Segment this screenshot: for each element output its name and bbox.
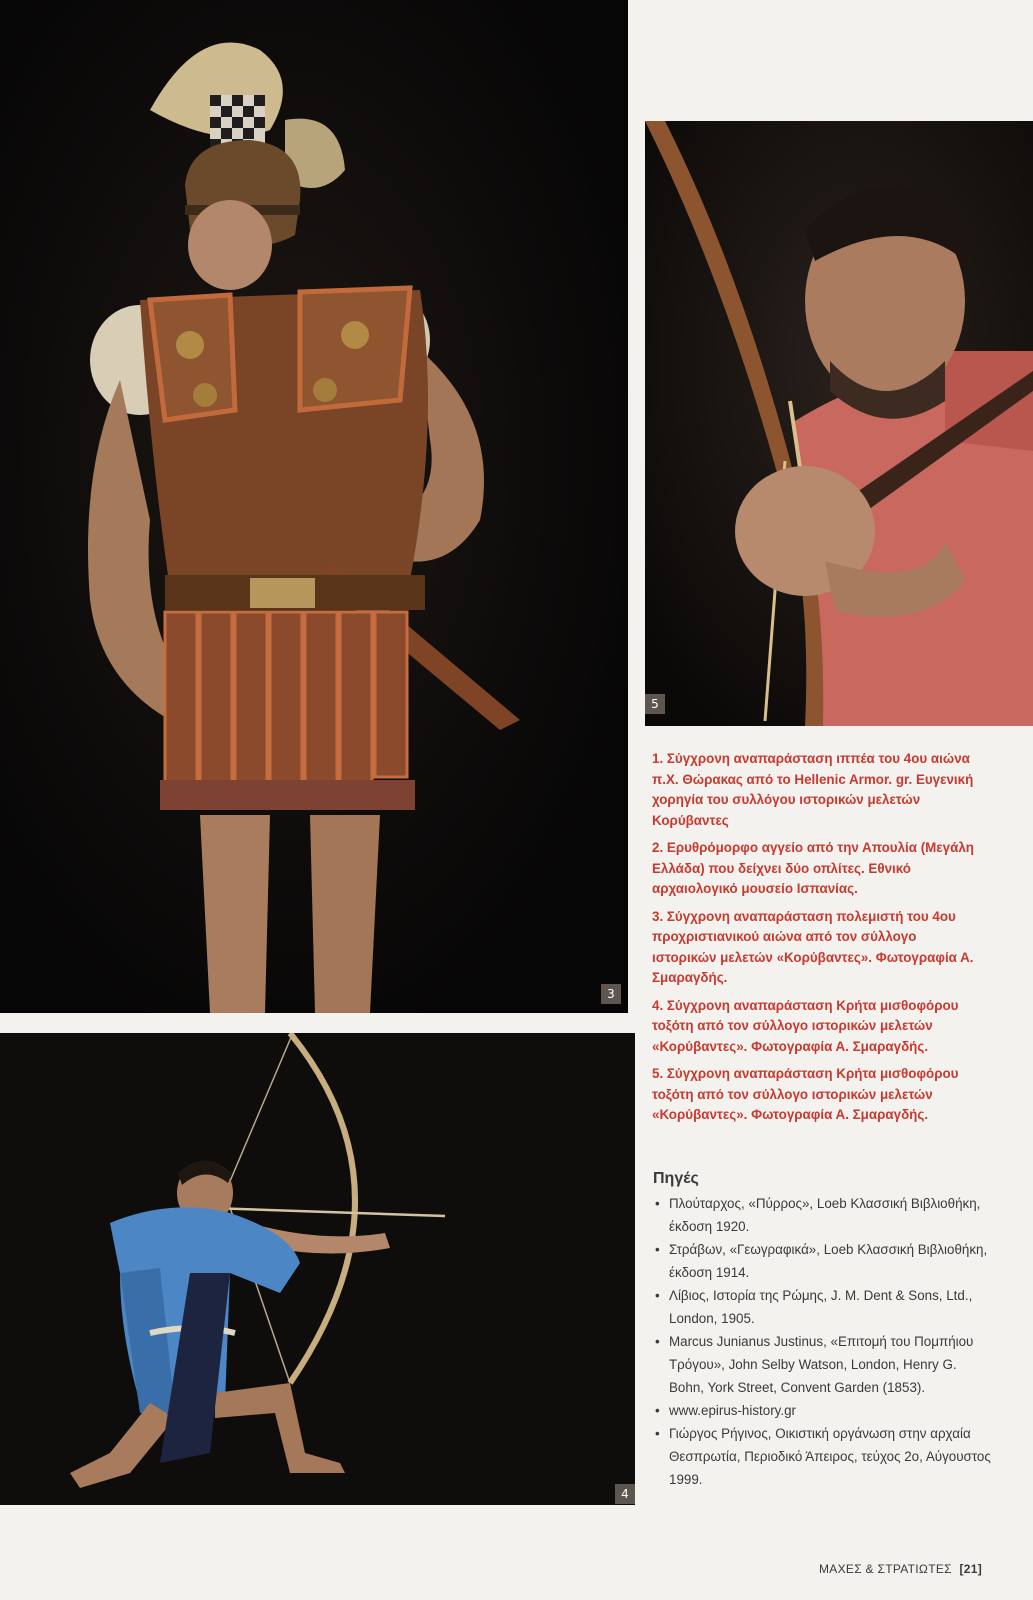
sources-section (653, 1170, 993, 1491)
source-item: • www.epirus-history.gr (653, 1399, 993, 1422)
magazine-name: ΜΑΧΕΣ & ΣΤΡΑΤΙΩΤΕΣ (819, 1562, 952, 1576)
photo-4-kneeling-archer (0, 1033, 635, 1505)
source-item: • Πλούταρχος, «Πύρρος», Loeb Κλασσική Βιβλιοθήκη, έκδοση 1920. (653, 1192, 993, 1238)
page-number: [21] (959, 1562, 983, 1576)
source-item: • Marcus Junianus Justinus, «Επιτομή του Πομπήιου Τρόγου», John Selby Watson, London, Henry G. Bohn, York Street, Convent Garden (1853). (653, 1330, 993, 1399)
source-item: • Λίβιος, Ιστορία της Ρώμης, J. M. Dent & Sons, Ltd., London, 1905. (653, 1284, 993, 1330)
caption-1: 1. Σύγχρονη αναπαράσταση ιππέα του 4ου αιώνα π.Χ. Θώρακας από το Hellenic Armor. gr. Ευγενική χορηγία του συλλόγου ιστορικών μελετών Κορύβαντες (652, 751, 974, 828)
armored-warrior-illustration (0, 0, 628, 1013)
caption-5: 5. Σύγχρονη αναπαράσταση Κρήτα μισθοφόρου τοξότη από τον σύλλογο ιστορικών μελετών «Κορύβαντες». Φωτογραφία Α. Σμαραγδής. (652, 1066, 959, 1122)
kneeling-archer-illustration (0, 1033, 635, 1505)
archer-closeup-illustration (645, 121, 1033, 726)
page-footer (819, 1562, 982, 1576)
sources-list (653, 1192, 993, 1491)
photo-captions (652, 749, 982, 1133)
photo-5-archer-closeup (645, 121, 1033, 726)
source-item: • Γιώργος Ρήγινος, Οικιστική οργάνωση στην αρχαία Θεσπρωτία, Περιοδικό Άπειρος, τεύχος 2ο, Αύγουστος 1999. (653, 1422, 993, 1491)
caption-4: 4. Σύγχρονη αναπαράσταση Κρήτα μισθοφόρου τοξότη από τον σύλλογο ιστορικών μελετών «Κορύβαντες». Φωτογραφία Α. Σμαραγδής. (652, 997, 959, 1054)
caption-2: 2. Ερυθρόμορφο αγγείο από την Απουλία (Μεγάλη Ελλάδα) που δείχνει δύο οπλίτες. Εθνικό αρχαιολογικό μουσείο Ισπανίας. (652, 840, 974, 896)
photo-number-badge: 5 (645, 694, 665, 714)
photo-number-badge: 3 (601, 984, 621, 1004)
source-item: • Στράβων, «Γεωγραφικά», Loeb Κλασσική Βιβλιοθήκη, έκδοση 1914. (653, 1238, 993, 1284)
photo-number-badge: 4 (615, 1484, 635, 1504)
sources-heading: Πηγές (653, 1170, 699, 1187)
caption-3: 3. Σύγχρονη αναπαράσταση πολεμιστή του 4ου προχριστιανικού αιώνα από τον σύλλογο ιστορικών μελετών «Κορύβαντες». Φωτογραφία Α. Σμαραγδής. (652, 908, 974, 985)
photo-3-armored-warrior (0, 0, 628, 1013)
